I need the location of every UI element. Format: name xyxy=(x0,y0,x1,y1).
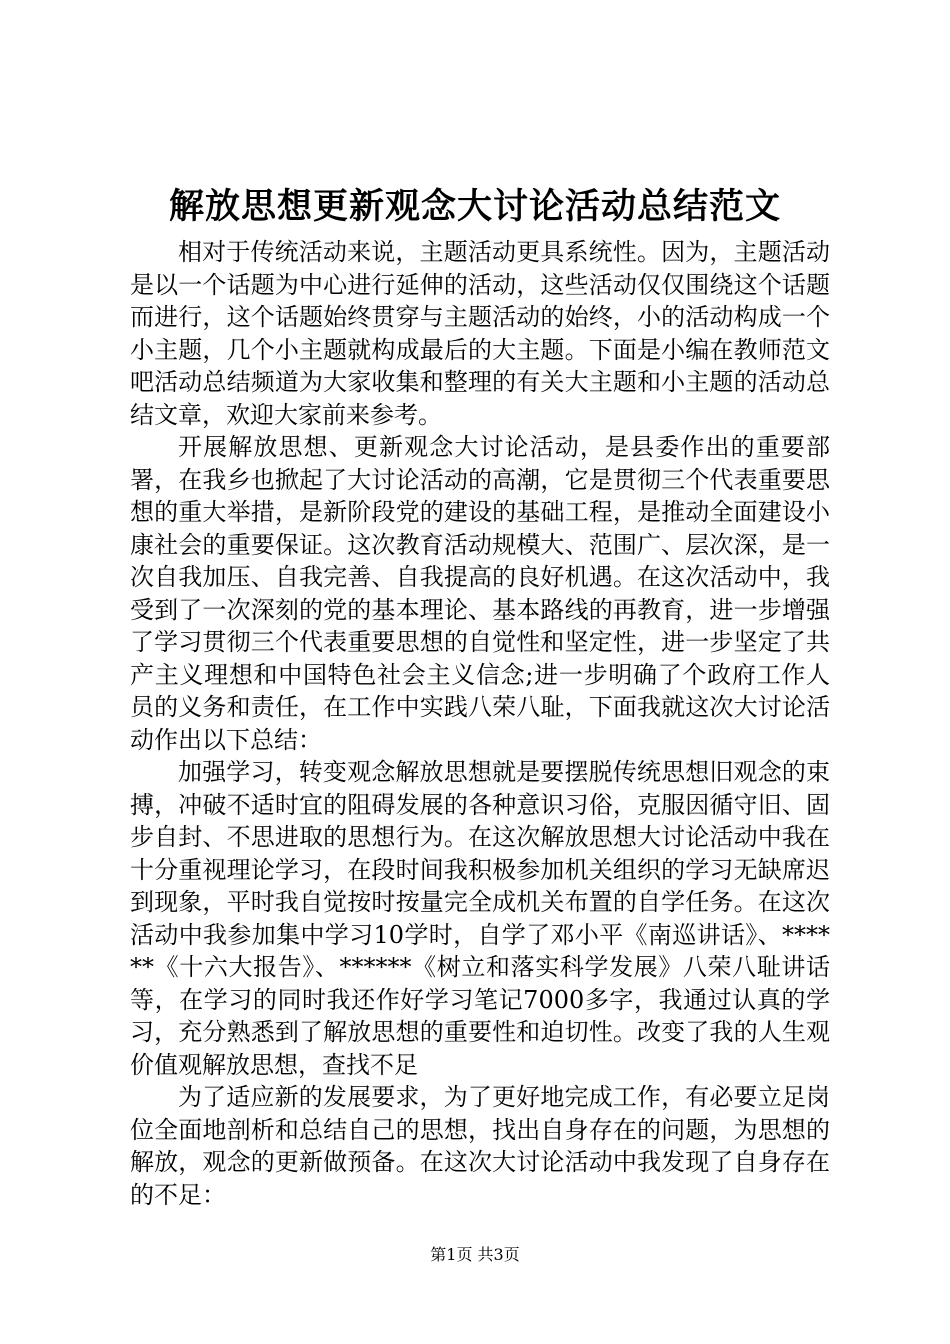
paragraph-study: 加强学习，转变观念解放思想就是要摆脱传统思想旧观念的束搏，冲破不适时宜的阻碍发展的各种意识习俗，克服因循守旧、固步自封、不思进取的思想行为。在这次解放思想大讨论活动中我在十分重视理论学习，在段时间我积极参加机关组织的学习无缺席迟到现象，平时我自觉按时按量完全成机关布置的自学任务。在这次活动中我参加集中学习10学时，自学了邓小平《南巡讲话》、******《十六大报告》、******《树立和落实科学发展》八荣八耻讲话等，在学习的同时我还作好学习笔记7000多字，我通过认真的学习，充分熟悉到了解放思想的重要性和迫切性。改变了我的人生观价值观解放思想，查找不足 xyxy=(130,758,830,1079)
page-number: 第1页 共3页 xyxy=(430,1245,520,1264)
document-title: 解放思想更新观念大讨论活动总结范文 xyxy=(168,186,781,227)
paragraph-shortcomings: 为了适应新的发展要求，为了更好地完成工作，有必要立足岗位全面地剖析和总结自己的思想，找出自身存在的问题，为思想的解放，观念的更新做预备。在这次大讨论活动中我发现了自身存在的不足： xyxy=(130,1083,830,1209)
paragraph-intro: 相对于传统活动来说，主题活动更具系统性。因为，主题活动是以一个话题为中心进行延伸的活动，这些活动仅仅围绕这个话题而进行，这个话题始终贯穿与主题活动的始终，小的活动构成一个小主题，几个小主题就构成最后的大主题。下面是小编在教师范文吧活动总结频道为大家收集和整理的有关大主题和小主题的活动总结文章，欢迎大家前来参考。 xyxy=(130,238,830,429)
document-body xyxy=(130,236,830,1211)
paragraph-discussion: 开展解放思想、更新观念大讨论活动，是县委作出的重要部署，在我乡也掀起了大讨论活动的高潮，它是贯彻三个代表重要思想的重大举措，是新阶段党的建设的基础工程，是推动全面建设小康社会的重要保证。这次教育活动规模大、范围广、层次深，是一次自我加压、自我完善、自我提高的良好机遇。在这次活动中，我受到了一次深刻的党的基本理论、基本路线的再教育，进一步增强了学习贯彻三个代表重要思想的自觉性和坚定性，进一步坚定了共产主义理想和中国特色社会主义信念;进一步明确了个政府工作人员的义务和责任，在工作中实践八荣八耻，下面我就这次大讨论活动作出以下总结： xyxy=(130,433,830,754)
